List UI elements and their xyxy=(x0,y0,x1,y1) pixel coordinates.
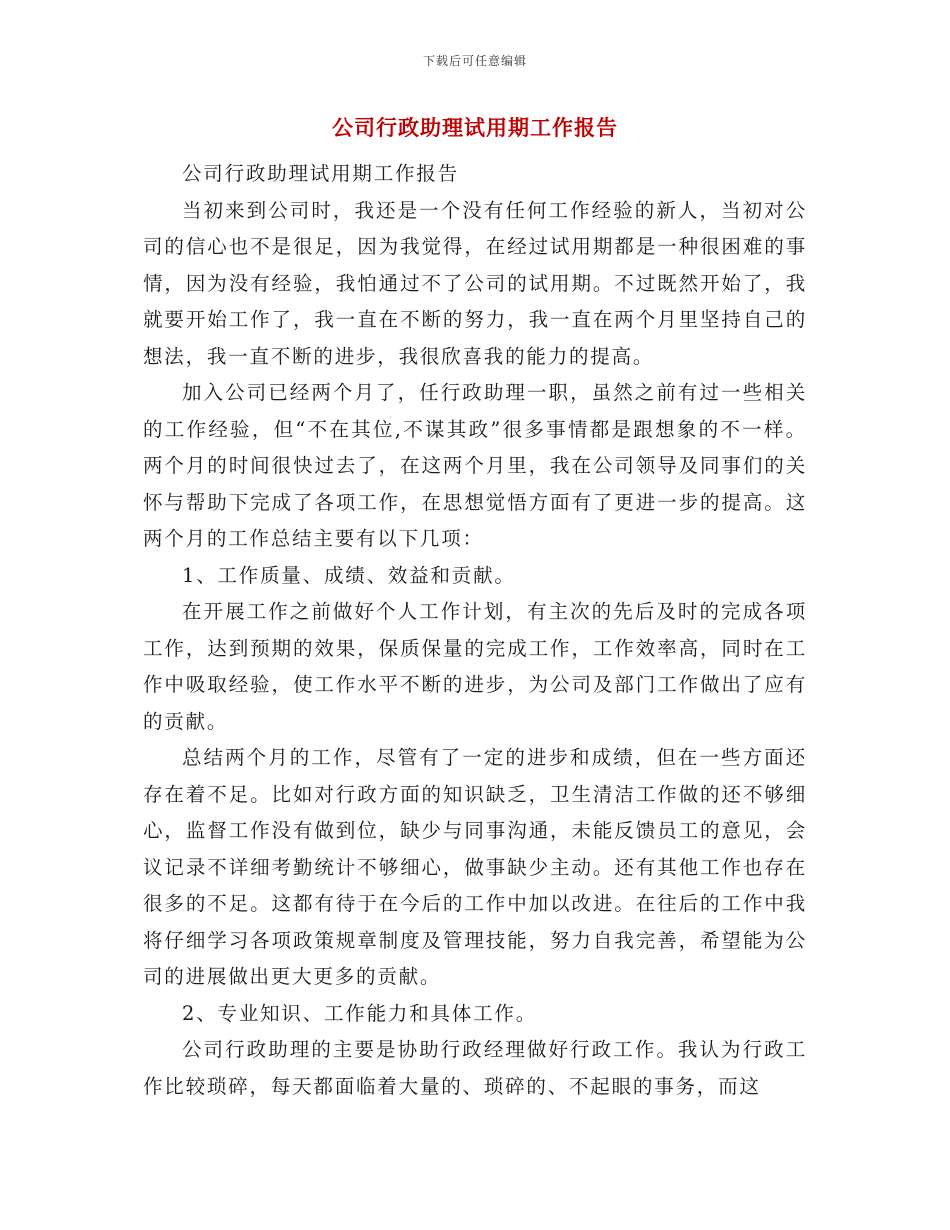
section-heading: 1、工作质量、成绩、效益和贡献。 xyxy=(182,563,516,587)
paragraph: 公司行政助理的主要是协助行政经理做好行政工作。我认为行政工作比较琐碎，每天都面临着大量的、琐碎的、不起眼的事务，而这 xyxy=(143,1038,807,1098)
page-header-note: 下载后可任意编辑 xyxy=(422,54,527,68)
paragraph: 加入公司已经两个月了，任行政助理一职，虽然之前有过一些相关的工作经验，但“不在其位,不谋其政”很多事情都是跟想象的不一样。两个月的时间很快过去了，在这两个月里，我在公司领导及同事们的关怀与帮助下完成了各项工作，在思想觉悟方面有了更进一步的提高。这两个月的工作总结主要有以下几项： xyxy=(143,381,807,550)
paragraph: 当初来到公司时，我还是一个没有任何工作经验的新人，当初对公司的信心也不是很足，因为我觉得，在经过试用期都是一种很困难的事情，因为没有经验，我怕通过不了公司的试用期。不过既然开始了，我就要开始工作了，我一直在不断的努力，我一直在两个月里坚持自己的想法，我一直不断的进步，我很欣喜我的能力的提高。 xyxy=(143,198,807,368)
paragraph-subtitle: 公司行政助理试用期工作报告 xyxy=(182,162,459,185)
paragraph: 在开展工作之前做好个人工作计划，有主次的先后及时的完成各项工作，达到预期的效果，保质保量的完成工作，工作效率高，同时在工作中吸取经验，使工作水平不断的进步，为公司及部门工作做出了应有的贡献。 xyxy=(143,600,807,733)
paragraph: 总结两个月的工作，尽管有了一定的进步和成绩，但在一些方面还存在着不足。比如对行政方面的知识缺乏，卫生清洁工作做的还不够细心，监督工作没有做到位，缺少与同事沟通，未能反馈员工的意见，会议记录不详细考勤统计不够细心，做事缺少主动。还有其他工作也存在很多的不足。这都有待于在今后的工作中加以改进。在往后的工作中我将仔细学习各项政策规章制度及管理技能，努力自我完善，希望能为公司的进展做出更大更多的贡献。 xyxy=(143,746,807,988)
section-heading: 2、专业知识、工作能力和具体工作。 xyxy=(182,1001,538,1025)
document-title: 公司行政助理试用期工作报告 xyxy=(332,115,618,140)
document-body xyxy=(143,156,807,1105)
